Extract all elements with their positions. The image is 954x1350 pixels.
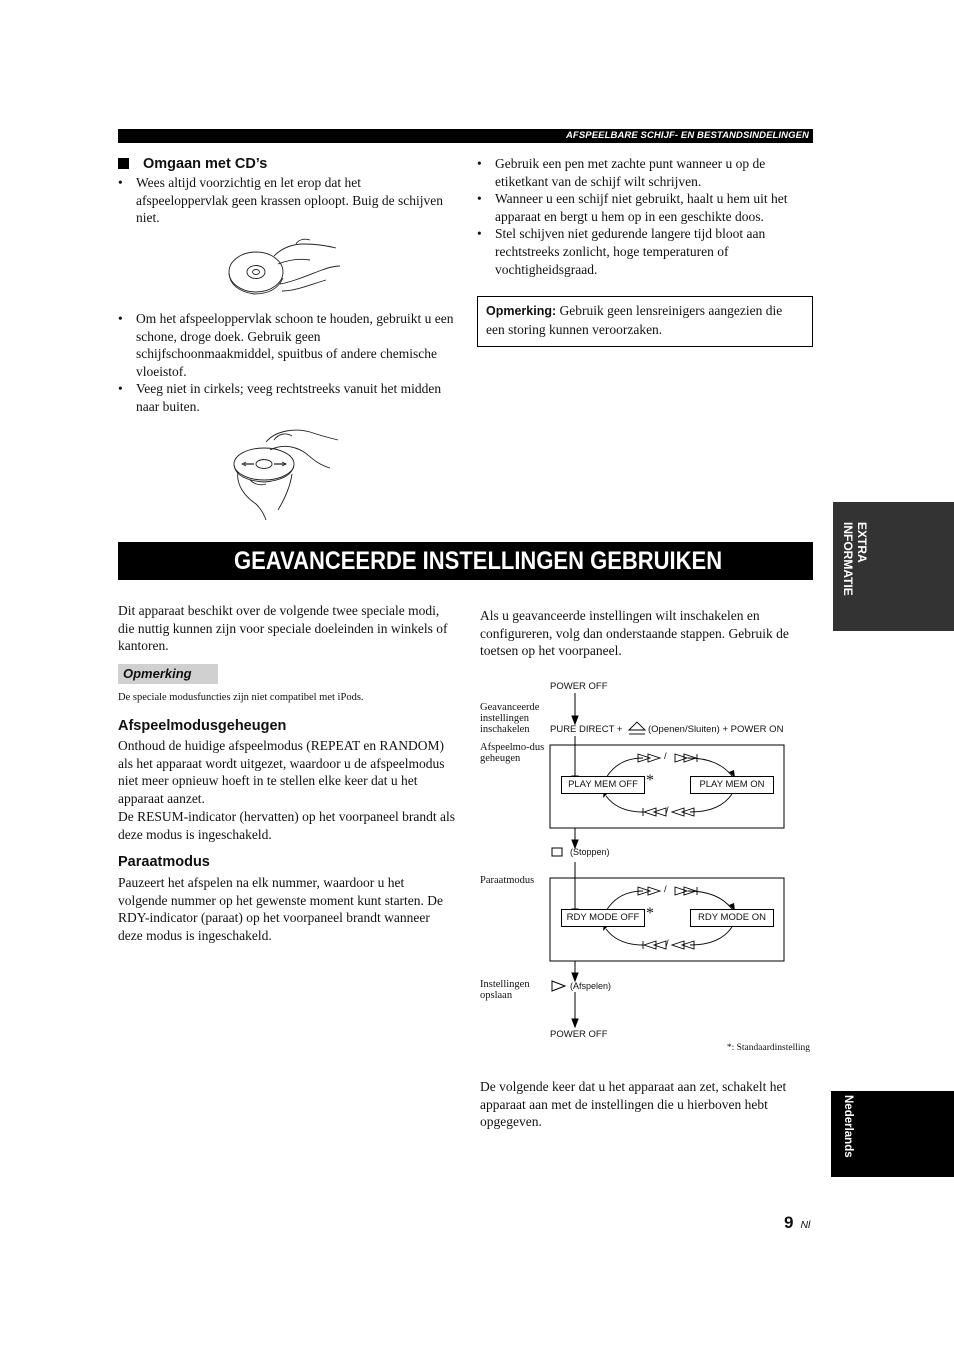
list-item: • Om het afspeeloppervlak schoon te houden, gebruikt u een schone, droge doek. Gebruik geen schijfschoonmaakmiddel, spuitbus of andere chemische vloeistof. — [118, 310, 454, 380]
cd-care-bullets-2 — [118, 310, 454, 416]
note-heading: Opmerking — [123, 666, 192, 681]
cd-care-bullets-1 — [118, 174, 454, 227]
sub-text-play-mem-1: Onthoud de huidige afspeelmodus (REPEAT en RANDOM) als het apparaat wordt uitgezet, waardoor u de afspeelmodus niet meer opnieuw hoeft in te stellen elke keer dat u het apparaat aanzet. — [118, 738, 445, 806]
list-item: • Wees altijd voorzichtig en let erop dat het afspeeloppervlak geen krassen oploopt. Buig de schijven niet. — [118, 174, 454, 227]
side-tab-language-label: Nederlands — [842, 1095, 854, 1158]
note-box — [477, 296, 813, 347]
settings-flow-diagram — [478, 676, 814, 1056]
footnote: *: Standaardinstelling — [726, 1043, 810, 1053]
power-off-bottom: POWER OFF — [550, 1029, 608, 1040]
square-bullet-icon — [118, 158, 129, 169]
note-label: Opmerking: — [486, 304, 557, 318]
power-off-top: POWER OFF — [550, 681, 608, 692]
label-save: Instellingen opslaan — [480, 979, 530, 1001]
play-label: (Afspelen) — [570, 981, 612, 991]
stop-label: (Stoppen) — [570, 847, 610, 857]
rdy-mode-on-box: RDY MODE ON — [690, 909, 774, 927]
cd-care-bullets-right — [477, 155, 813, 278]
list-item: • Veeg niet in cirkels; veeg rechtstreeks vanuit het midden naar buiten. — [118, 380, 454, 415]
list-item: • Wanneer u een schijf niet gebruikt, haalt u hem uit het apparaat en bergt u hem op in een geschikte doos. — [477, 190, 813, 225]
section-banner — [118, 542, 813, 580]
side-tab-nederlands[interactable] — [831, 1091, 954, 1177]
play-icon — [552, 981, 565, 991]
side-tab-extra-label: EXTRA INFORMATIE — [841, 522, 869, 596]
slash: / — [664, 751, 667, 762]
play-mem-on-box: PLAY MEM ON — [690, 776, 774, 794]
cd-wiping-illustration — [230, 424, 342, 520]
rdy-mode-off-box: RDY MODE OFF — [561, 909, 645, 927]
closing-text: De volgende keer dat u het apparaat aan zet, schakelt het apparaat aan met de instellingen die u hierboven hebt opgegeven. — [480, 1079, 787, 1130]
label-play-mem: Afspeelmo-dusgeheugen — [480, 742, 545, 764]
combo-prefix: PURE DIRECT + — [550, 724, 623, 735]
note-heading-bar — [118, 664, 218, 684]
note-text-small: De speciale modusfuncties zijn niet compatibel met iPods. — [118, 692, 364, 703]
page-number: 9 Nl — [784, 1213, 811, 1232]
side-tab-extra-informatie[interactable] — [833, 502, 954, 631]
cd-handling-illustration — [226, 236, 342, 302]
right-intro: Als u geavanceerde instellingen wilt inschakelen en configureren, volg dan onderstaande stappen. Gebruik de toetsen op het voorpaneel. — [480, 608, 789, 659]
label-enable: Geavanceerde instellingen inschakelen — [480, 702, 540, 735]
note-text: Gebruik geen lensreinigers aangezien die een storing kunnen veroorzaken. — [486, 303, 783, 337]
label-standby: Paraatmodus — [480, 875, 535, 886]
list-item: • Stel schijven niet gedurende langere tijd bloot aan rechtstreeks zonlicht, hoge temperaturen of vochtigheidsgraad. — [477, 225, 813, 278]
stop-icon — [552, 848, 562, 856]
default-marker: * — [646, 772, 654, 789]
section-header-bar — [118, 129, 813, 143]
combo-suffix: (Openen/Sluiten) + POWER ON — [648, 724, 784, 735]
sub-heading-standby: Paraatmodus — [118, 854, 210, 870]
eject-icon — [629, 722, 645, 734]
slash: / — [666, 805, 669, 816]
default-marker: * — [646, 905, 654, 922]
slash: / — [666, 938, 669, 949]
sub-text-standby: Pauzeert het afspelen na elk nummer, waardoor u het volgende nummer op het gewenste moment kunt starten. De RDY-indicator (paraat) op het voorpaneel brandt wanneer deze modus is ingeschakeld. — [118, 875, 444, 943]
list-item: • Gebruik een pen met zachte punt wanneer u op de etiketkant van de schijf wilt schrijven. — [477, 155, 813, 190]
play-mem-off-box: PLAY MEM OFF — [561, 776, 645, 794]
section-title: GEAVANCEERDE INSTELLINGEN GEBRUIKEN — [234, 547, 723, 575]
slash: / — [664, 884, 667, 895]
section-intro: Dit apparaat beschikt over de volgende twee speciale modi, die nuttig kunnen zijn voor speciale doeleinden in winkels of kantoren. — [118, 603, 448, 654]
sub-text-play-mem-2: De RESUM-indicator (hervatten) op het voorpaneel brandt als deze modus is ingeschakeld. — [118, 809, 456, 842]
cd-care-heading: Omgaan met CD’s — [118, 155, 267, 173]
sub-heading-play-mem: Afspeelmodusgeheugen — [118, 718, 287, 734]
section-header-title: AFSPEELBARE SCHIJF- EN BESTANDSINDELINGEN — [565, 130, 809, 141]
